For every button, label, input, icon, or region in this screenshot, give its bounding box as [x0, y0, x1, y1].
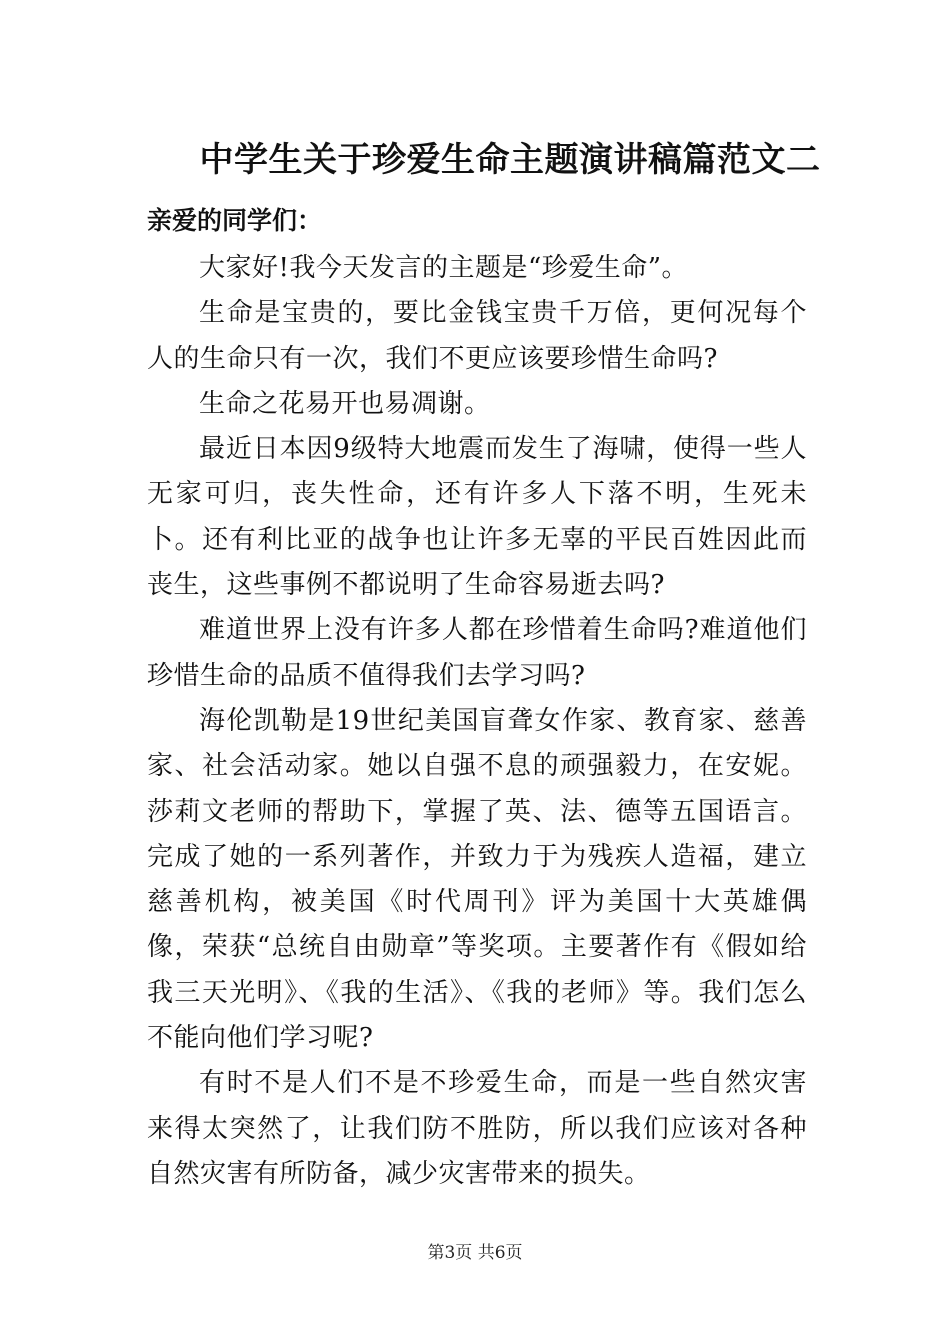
page-number: 第3页 共6页 [427, 1243, 523, 1263]
document-title: 中学生关于珍爱生命主题演讲稿篇范文二 [199, 140, 821, 180]
paragraph: 最近日本因9级特大地震而发生了海啸，使得一些人无家可归，丧失性命，还有许多人下落不明，生死未卜。还有利比亚的战争也让许多无辜的平民百姓因此而丧生，这些事例不都说明了生命容易逝去吗? [147, 434, 807, 601]
paragraph: 生命之花易开也易凋谢。 [199, 388, 491, 419]
paragraph: 有时不是人们不是不珍爱生命，而是一些自然灾害来得太突然了，让我们防不胜防，所以我们应该对各种自然灾害有所防备，减少灾害带来的损失。 [147, 1068, 807, 1189]
salutation: 亲爱的同学们： [147, 206, 323, 235]
document-body [147, 246, 807, 1197]
paragraph: 大家好!我今天发言的主题是“珍爱生命”。 [199, 253, 689, 283]
paragraph: 难道世界上没有许多人都在珍惜着生命吗?难道他们珍惜生命的品质不值得我们去学习吗? [147, 615, 807, 691]
paragraph: 生命是宝贵的，要比金钱宝贵千万倍，更何况每个人的生命只有一次，我们不更应该要珍惜生命吗? [147, 298, 807, 374]
paragraph: 海伦凯勒是19世纪美国盲聋女作家、教育家、慈善家、社会活动家。她以自强不息的顽强毅力，在安妮。莎莉文老师的帮助下，掌握了英、法、德等五国语言。完成了她的一系列著作，并致力于为残疾人造福，建立慈善机构，被美国《时代周刊》评为美国十大英雄偶像，荣获“总统自由勋章”等奖项。主要著作有《假如给我三天光明》、《我的生活》、《我的老师》等。我们怎么不能向他们学习呢? [147, 705, 807, 1054]
